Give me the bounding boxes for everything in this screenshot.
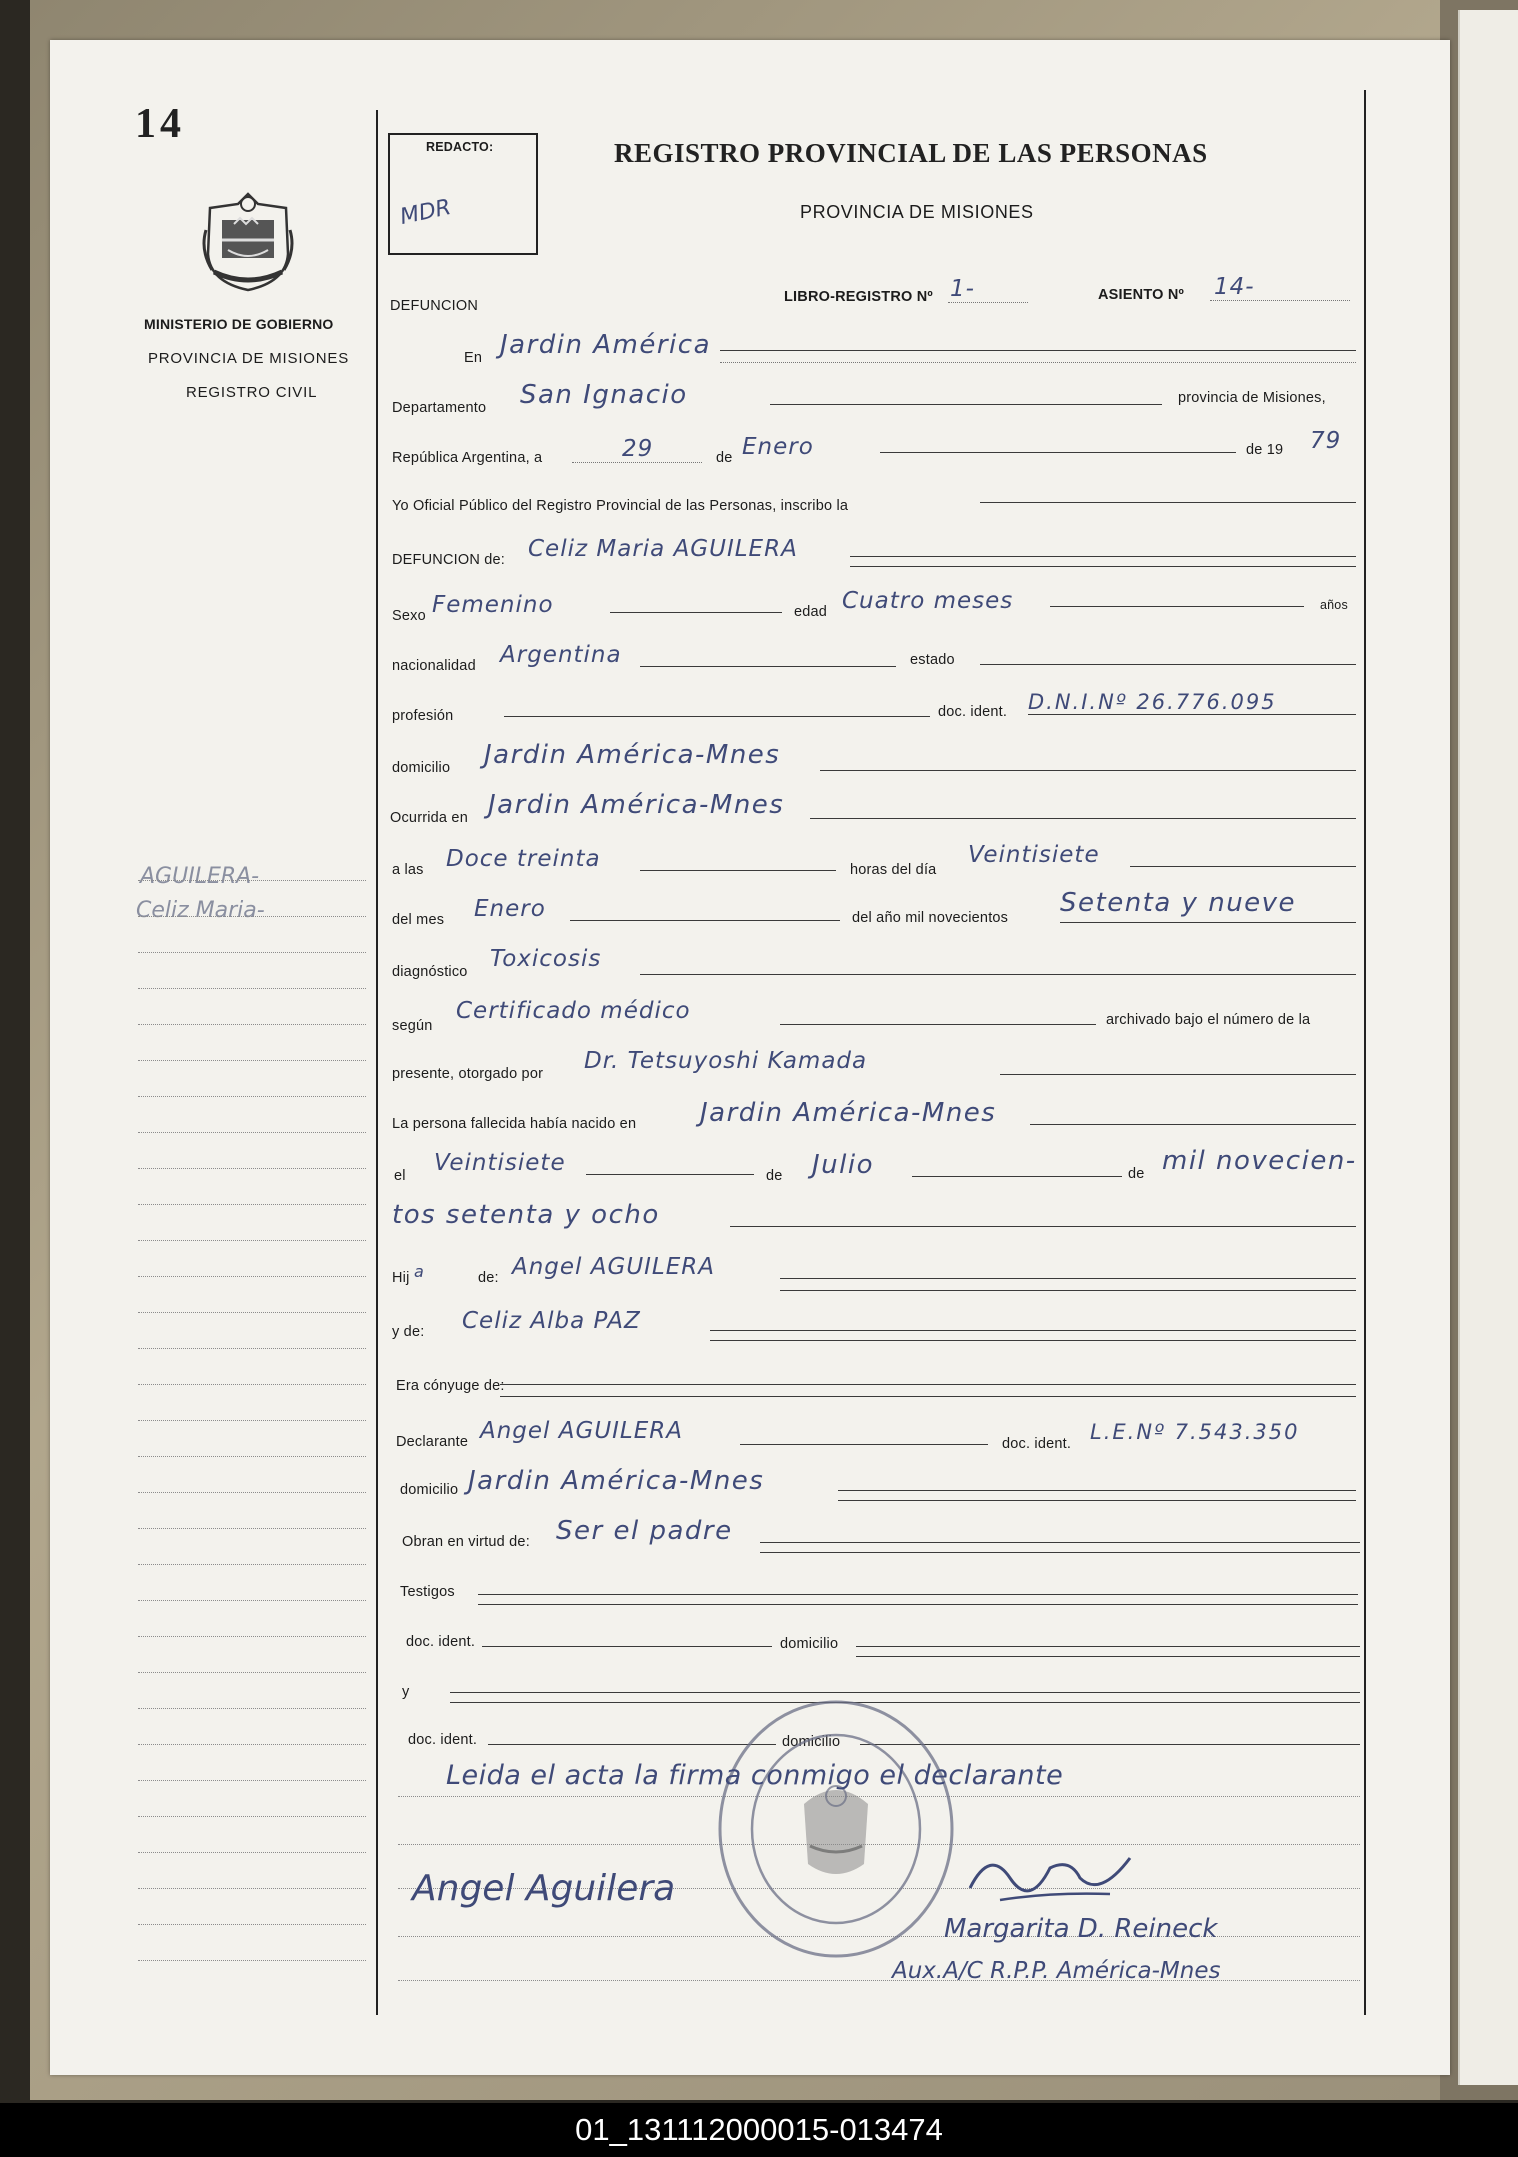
label-ocurrida-en: Ocurrida en bbox=[390, 810, 468, 826]
value-asiento: 14- bbox=[1214, 274, 1255, 300]
margin-note-name: Celiz Maria- bbox=[136, 898, 265, 923]
label-profesion: profesión bbox=[392, 708, 454, 724]
label-de3: de bbox=[1128, 1166, 1145, 1182]
line-doc-ident3 bbox=[482, 1646, 772, 1647]
value-dia: 29 bbox=[622, 436, 654, 462]
line-del-ano bbox=[1060, 922, 1356, 923]
label-segun: según bbox=[392, 1018, 433, 1034]
value-de-ano-1: mil novecien- bbox=[1162, 1146, 1357, 1176]
margin-line bbox=[138, 880, 366, 881]
margin-line bbox=[138, 1600, 366, 1601]
margin-line bbox=[138, 1024, 366, 1025]
label-defuncion-de: DEFUNCION de: bbox=[392, 552, 505, 568]
label-departamento: Departamento bbox=[392, 400, 487, 416]
label-horas-del-dia: horas del día bbox=[850, 862, 937, 878]
label-era-conyuge: Era cónyuge de: bbox=[396, 1378, 505, 1394]
margin-line bbox=[138, 1060, 366, 1061]
margin-line bbox=[138, 1420, 366, 1421]
label-declarante: Declarante bbox=[396, 1434, 469, 1450]
margin-line bbox=[138, 1960, 366, 1961]
signature-declarante: Angel Aguilera bbox=[412, 1868, 676, 1909]
value-doc-ident: D.N.I.Nº 26.776.095 bbox=[1028, 690, 1277, 714]
line-nacionalidad bbox=[640, 666, 896, 667]
line-a-las bbox=[640, 870, 836, 871]
line-otorgado-por bbox=[1000, 1074, 1356, 1075]
page-number: 14 bbox=[135, 101, 185, 147]
label-edad: edad bbox=[794, 604, 828, 620]
line-departamento bbox=[770, 404, 1162, 405]
line-de-mes bbox=[912, 1176, 1122, 1177]
margin-line bbox=[138, 1744, 366, 1745]
margin-line bbox=[138, 916, 366, 917]
label-doc-ident2: doc. ident. bbox=[1002, 1436, 1072, 1452]
margin-line bbox=[138, 1312, 366, 1313]
label-sexo: Sexo bbox=[392, 608, 426, 624]
label-de-19: de 19 bbox=[1246, 442, 1284, 458]
margin-line bbox=[138, 1348, 366, 1349]
value-domicilio: Jardin América-Mnes bbox=[484, 740, 781, 770]
line-y bbox=[450, 1692, 1360, 1693]
margin-line bbox=[138, 1132, 366, 1133]
margin-line bbox=[138, 1924, 366, 1925]
margin-line bbox=[138, 1852, 366, 1853]
margin-line bbox=[138, 1456, 366, 1457]
margin-line bbox=[138, 1204, 366, 1205]
value-de-ano-2: tos setenta y ocho bbox=[392, 1200, 660, 1230]
coat-of-arms-icon bbox=[200, 190, 296, 294]
value-otorgado-por: Dr. Tetsuyoshi Kamada bbox=[584, 1048, 868, 1074]
official-title: Aux.A/C R.P.P. América-Mnes bbox=[892, 1958, 1221, 1984]
value-segun: Certificado médico bbox=[456, 998, 691, 1024]
line-madre bbox=[710, 1330, 1356, 1331]
line-libro bbox=[948, 302, 1028, 303]
line-asiento bbox=[1210, 300, 1350, 301]
ministry-name: MINISTERIO DE GOBIERNO bbox=[144, 316, 334, 332]
line-nacido-en bbox=[1030, 1124, 1356, 1125]
label-de1: de bbox=[716, 450, 733, 466]
value-hij-suffix: a bbox=[414, 1262, 424, 1281]
value-edad: Cuatro meses bbox=[842, 588, 1014, 614]
line-doc-ident bbox=[1028, 714, 1356, 715]
redacto-initials: MDR bbox=[397, 194, 454, 231]
margin-line bbox=[138, 1780, 366, 1781]
margin-line bbox=[138, 1672, 366, 1673]
label-del-ano: del año mil novecientos bbox=[852, 910, 1009, 926]
right-border bbox=[1364, 90, 1366, 2015]
margin-line bbox=[138, 1240, 366, 1241]
margin-line bbox=[138, 1096, 366, 1097]
line-era-conyuge bbox=[500, 1384, 1356, 1385]
margin-line bbox=[138, 1636, 366, 1637]
value-diagnostico: Toxicosis bbox=[490, 946, 602, 972]
margin-line bbox=[138, 1708, 366, 1709]
civil-registry: REGISTRO CIVIL bbox=[186, 384, 318, 401]
label-presente: presente, otorgado por bbox=[392, 1066, 544, 1082]
label-y-de: y de: bbox=[392, 1324, 425, 1340]
line-testigos bbox=[478, 1594, 1358, 1595]
value-declarante-domicilio: Jardin América-Mnes bbox=[468, 1466, 765, 1496]
line-obran bbox=[760, 1542, 1360, 1543]
margin-line bbox=[138, 988, 366, 989]
line-domicilio bbox=[820, 770, 1356, 771]
margin-line bbox=[138, 1528, 366, 1529]
label-defuncion: DEFUNCION bbox=[390, 298, 478, 314]
value-horas-del-dia: Veintisiete bbox=[968, 842, 1100, 868]
value-defuncion-de: Celiz Maria AGUILERA bbox=[528, 536, 798, 562]
margin-line bbox=[138, 1564, 366, 1565]
line-padre bbox=[780, 1278, 1356, 1279]
line-defuncion-de-2 bbox=[850, 566, 1356, 567]
line-declarante-domicilio-2 bbox=[838, 1500, 1356, 1501]
line-sexo bbox=[610, 612, 782, 613]
value-libro: 1- bbox=[950, 276, 975, 302]
line-declarante-domicilio bbox=[838, 1490, 1356, 1491]
label-domicilio: domicilio bbox=[392, 760, 451, 776]
label-hij: Hij bbox=[392, 1270, 410, 1286]
dots-en bbox=[720, 362, 1356, 363]
line-domicilio3-2 bbox=[856, 1656, 1360, 1657]
margin-line bbox=[138, 1816, 366, 1817]
label-estado: estado bbox=[910, 652, 955, 668]
label-en: En bbox=[464, 350, 483, 366]
value-ocurrida-en: Jardin América-Mnes bbox=[488, 790, 785, 820]
label-archivado: archivado bajo el número de la bbox=[1106, 1012, 1311, 1028]
column-divider bbox=[376, 110, 378, 2015]
label-libro: LIBRO-REGISTRO Nº bbox=[784, 289, 933, 305]
value-obran: Ser el padre bbox=[556, 1516, 733, 1546]
label-doc-ident4: doc. ident. bbox=[408, 1732, 478, 1748]
margin-line bbox=[138, 1888, 366, 1889]
line-domicilio3 bbox=[856, 1646, 1360, 1647]
value-nacido-en: Jardin América-Mnes bbox=[700, 1098, 997, 1128]
label-yo-oficial: Yo Oficial Público del Registro Provincial de las Personas, inscribo la bbox=[392, 498, 849, 514]
image-caption: 01_131112000015-013474 bbox=[575, 2112, 943, 2147]
line-yo-oficial bbox=[980, 502, 1356, 503]
value-declarante-doc: L.E.Nº 7.543.350 bbox=[1090, 1420, 1300, 1444]
official-name: Margarita D. Reineck bbox=[944, 1914, 1218, 1944]
line-de-ano-2 bbox=[730, 1226, 1356, 1227]
label-nacionalidad: nacionalidad bbox=[392, 658, 476, 674]
line-era-conyuge-2 bbox=[500, 1396, 1356, 1397]
dots-dia bbox=[572, 462, 702, 463]
value-declarante: Angel AGUILERA bbox=[480, 1418, 683, 1444]
margin-line bbox=[138, 1276, 366, 1277]
line-obran-2 bbox=[760, 1552, 1360, 1553]
line-edad bbox=[1050, 606, 1304, 607]
label-obran: Obran en virtud de: bbox=[402, 1534, 530, 1550]
document-subtitle: PROVINCIA DE MISIONES bbox=[800, 202, 1034, 222]
label-anos: años bbox=[1320, 598, 1348, 612]
line-en bbox=[720, 350, 1356, 351]
next-page-edge bbox=[1458, 10, 1518, 2085]
value-departamento: San Ignacio bbox=[520, 380, 688, 410]
margin-line bbox=[138, 1168, 366, 1169]
label-republica: República Argentina, a bbox=[392, 450, 543, 466]
line-segun bbox=[780, 1024, 1096, 1025]
label-domicilio4: domicilio bbox=[782, 1734, 841, 1750]
label-asiento: ASIENTO Nº bbox=[1098, 287, 1184, 303]
value-de-mes: Julio bbox=[812, 1150, 875, 1180]
value-el-dia: Veintisiete bbox=[434, 1150, 566, 1176]
line-horas-del-dia bbox=[1130, 866, 1356, 867]
line-testigos-2 bbox=[478, 1604, 1358, 1605]
line-profesion bbox=[504, 716, 930, 717]
line-diagnostico bbox=[640, 974, 1356, 975]
line-mes bbox=[880, 452, 1236, 453]
line-ocurrida-en bbox=[810, 818, 1356, 819]
value-a-las: Doce treinta bbox=[446, 846, 601, 872]
label-de2: de bbox=[766, 1168, 783, 1184]
margin-note-surname: AGUILERA- bbox=[140, 864, 260, 889]
label-provincia: provincia de Misiones, bbox=[1178, 390, 1326, 406]
margin-line bbox=[138, 1492, 366, 1493]
line-madre-2 bbox=[710, 1340, 1356, 1341]
line-estado bbox=[980, 664, 1356, 665]
label-diagnostico: diagnóstico bbox=[392, 964, 468, 980]
label-doc-ident: doc. ident. bbox=[938, 704, 1008, 720]
official-seal-icon bbox=[714, 1696, 958, 1962]
label-doc-ident3: doc. ident. bbox=[406, 1634, 476, 1650]
value-padre: Angel AGUILERA bbox=[512, 1254, 715, 1280]
label-persona-fallecida: La persona fallecida había nacido en bbox=[392, 1116, 637, 1132]
line-defuncion-de bbox=[850, 556, 1356, 557]
line-del-mes bbox=[570, 920, 840, 921]
value-leida: Leida el acta la firma conmigo el declarante bbox=[446, 1760, 1064, 1791]
label-del-mes: del mes bbox=[392, 912, 445, 928]
value-del-mes: Enero bbox=[474, 896, 546, 922]
signature-scribble-icon bbox=[960, 1828, 1140, 1918]
line-el-dia bbox=[586, 1174, 754, 1175]
value-mes: Enero bbox=[742, 434, 814, 460]
document-title: REGISTRO PROVINCIAL DE LAS PERSONAS bbox=[614, 138, 1208, 168]
label-a-las: a las bbox=[392, 862, 424, 878]
label-el: el bbox=[394, 1168, 406, 1184]
province-name: PROVINCIA DE MISIONES bbox=[148, 350, 350, 367]
label-y: y bbox=[402, 1684, 410, 1700]
line-padre-2 bbox=[780, 1290, 1356, 1291]
margin-line bbox=[138, 1384, 366, 1385]
label-testigos: Testigos bbox=[400, 1584, 455, 1600]
value-en: Jardin América bbox=[500, 330, 712, 360]
margin-line bbox=[138, 952, 366, 953]
value-nacionalidad: Argentina bbox=[500, 642, 622, 668]
value-ano-19: 79 bbox=[1310, 428, 1342, 454]
label-de-padre: de: bbox=[478, 1270, 499, 1286]
label-domicilio2: domicilio bbox=[400, 1482, 459, 1498]
value-del-ano: Setenta y nueve bbox=[1060, 888, 1297, 918]
value-madre: Celiz Alba PAZ bbox=[462, 1308, 641, 1334]
label-domicilio3: domicilio bbox=[780, 1636, 839, 1652]
redacto-label: REDACTO: bbox=[426, 140, 494, 154]
line-declarante bbox=[740, 1444, 988, 1445]
value-sexo: Femenino bbox=[432, 592, 554, 618]
